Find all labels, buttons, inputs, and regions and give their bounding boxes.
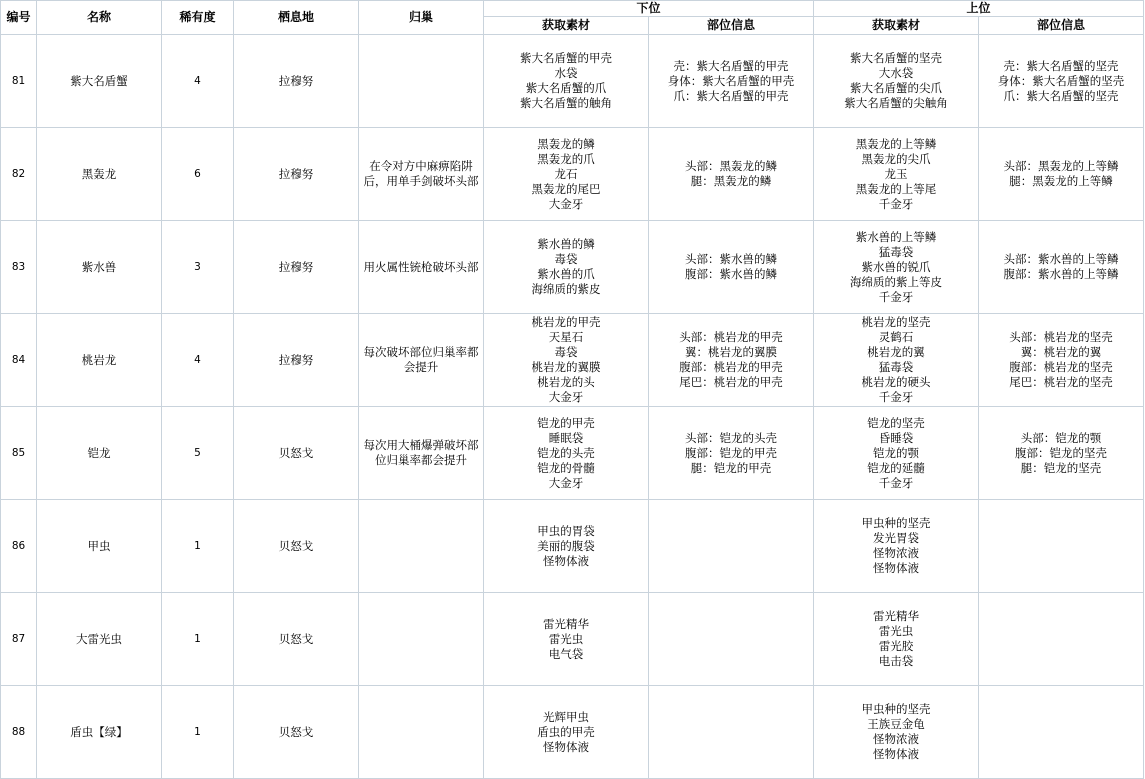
cell-low-materials (484, 128, 649, 221)
cell-low-parts (649, 35, 814, 128)
cell-high-parts (979, 314, 1144, 407)
cell-low-materials (484, 593, 649, 686)
cell-name: 甲虫 (37, 500, 162, 593)
cell-habitat: 贝怒戈 (234, 500, 359, 593)
cell-id: 87 (1, 593, 37, 686)
cell-line: 黑轰龙的鳞 (537, 136, 595, 151)
cell-high-parts (979, 221, 1144, 314)
cell-id: 86 (1, 500, 37, 593)
cell-line: 紫大名盾蟹的触角 (520, 96, 612, 110)
cell-line: 头部：黑轰龙的鳞 (685, 159, 777, 173)
header-low-materials: 获取素材 (484, 17, 649, 35)
cell-line: 紫大名盾蟹的甲壳 (520, 51, 612, 65)
cell-line: 壳：紫大名盾蟹的坚壳 (1003, 58, 1119, 73)
cell-low-parts (649, 314, 814, 407)
cell-line: 大金牙 (548, 390, 584, 404)
cell-line: 尾巴：桃岩龙的甲壳 (679, 375, 783, 389)
cell-name: 盾虫【绿】 (37, 686, 162, 779)
cell-line: 头部：紫水兽的鳞 (685, 252, 777, 266)
cell-line: 桃岩龙的翼膜 (531, 360, 601, 374)
cell-high-materials (814, 593, 979, 686)
cell-line: 灵鹤石 (878, 330, 914, 344)
cell-line: 雷光胶 (878, 639, 914, 653)
cell-line: 紫大名盾蟹的尖爪 (850, 81, 943, 95)
cell-line: 爪：紫大名盾蟹的坚壳 (1003, 88, 1119, 103)
cell-name: 铠龙 (37, 407, 162, 500)
cell-high-materials (814, 314, 979, 407)
cell-line: 腹部：桃岩龙的甲壳 (679, 360, 783, 374)
cell-line: 甲虫的胃袋 (537, 523, 595, 538)
cell-line: 爪：紫大名盾蟹的甲壳 (673, 88, 789, 103)
cell-line: 桃岩龙的硬头 (861, 375, 931, 389)
cell-rarity: 1 (162, 593, 234, 686)
cell-line: 黑轰龙的尖爪 (861, 151, 931, 166)
cell-line: 腿：黑轰龙的上等鳞 (1009, 174, 1113, 188)
cell-line: 怪物浓液 (873, 732, 920, 746)
cell-line: 铠龙的延髓 (867, 460, 925, 475)
cell-line: 龙玉 (884, 166, 908, 181)
cell-rarity: 1 (162, 686, 234, 779)
cell-name: 黑轰龙 (37, 128, 162, 221)
cell-low-parts (649, 593, 814, 686)
cell-nest (359, 500, 484, 593)
cell-high-materials (814, 407, 979, 500)
cell-line: 桃岩龙的头 (537, 375, 595, 389)
cell-high-parts (979, 686, 1144, 779)
cell-low-materials (484, 221, 649, 314)
cell-line: 腿：铠龙的坚壳 (1020, 460, 1102, 475)
table-row (1, 128, 1144, 221)
cell-nest: 每次用大桶爆弹破坏部位归巢率都会提升 (359, 407, 484, 500)
cell-line: 盾虫的甲壳 (537, 724, 595, 739)
cell-line: 海绵质的紫皮 (531, 282, 601, 296)
cell-line: 身体：紫大名盾蟹的坚壳 (997, 73, 1125, 88)
cell-id: 81 (1, 35, 37, 128)
cell-line: 头部：黑轰龙的上等鳞 (1003, 159, 1119, 173)
cell-low-materials (484, 407, 649, 500)
cell-habitat: 拉穆努 (234, 35, 359, 128)
cell-line: 毒袋 (554, 252, 578, 266)
cell-id: 82 (1, 128, 37, 221)
cell-line: 腹部：铠龙的甲壳 (685, 445, 777, 460)
cell-rarity: 3 (162, 221, 234, 314)
cell-line: 大水袋 (878, 66, 914, 80)
cell-nest (359, 35, 484, 128)
table-row (1, 407, 1144, 500)
cell-line: 猛毒袋 (878, 244, 914, 259)
header-habitat: 栖息地 (234, 1, 359, 35)
cell-line: 甲虫种的坚壳 (861, 702, 931, 716)
cell-line: 铠龙的头壳 (537, 445, 595, 460)
cell-high-materials (814, 35, 979, 128)
cell-line: 千金牙 (878, 390, 914, 404)
cell-line: 壳：紫大名盾蟹的甲壳 (673, 58, 789, 73)
header-rarity: 稀有度 (162, 1, 234, 35)
cell-line: 千金牙 (878, 196, 914, 211)
table-row (1, 221, 1144, 314)
cell-line: 龙石 (554, 166, 578, 181)
cell-rarity: 4 (162, 314, 234, 407)
cell-line: 光辉甲虫 (543, 709, 589, 724)
cell-nest: 在令对方中麻痹陷阱后，用单手剑破坏头部 (359, 128, 484, 221)
cell-line: 海绵质的紫上等皮 (850, 274, 943, 289)
cell-high-materials (814, 500, 979, 593)
cell-line: 铠龙的甲壳 (537, 415, 595, 430)
cell-line: 怪物浓液 (873, 546, 920, 560)
cell-high-parts (979, 35, 1144, 128)
cell-line: 身体：紫大名盾蟹的甲壳 (667, 73, 795, 88)
cell-line: 紫大名盾蟹的坚壳 (850, 51, 943, 65)
table-row (1, 35, 1144, 128)
cell-id: 88 (1, 686, 37, 779)
header-low-rank: 下位 (484, 1, 814, 17)
cell-line: 睡眠袋 (548, 430, 584, 445)
header-high-parts: 部位信息 (979, 17, 1144, 35)
cell-line: 翼：桃岩龙的翼 (1020, 345, 1102, 359)
table-row (1, 314, 1144, 407)
cell-line: 美丽的腹袋 (537, 538, 595, 553)
cell-line: 昏睡袋 (878, 430, 914, 445)
cell-line: 雷光精华 (543, 616, 589, 631)
cell-line: 王族豆金龟 (867, 717, 925, 731)
cell-line: 紫大名盾蟹的尖触角 (844, 96, 948, 110)
cell-line: 腹部：铠龙的坚壳 (1015, 445, 1108, 460)
header-name: 名称 (37, 1, 162, 35)
cell-habitat: 贝怒戈 (234, 407, 359, 500)
cell-line: 雷光虫 (548, 631, 584, 646)
cell-line: 腿：黑轰龙的鳞 (690, 174, 772, 188)
cell-line: 铠龙的坚壳 (867, 415, 925, 430)
cell-habitat: 贝怒戈 (234, 686, 359, 779)
cell-line: 头部：桃岩龙的坚壳 (1009, 330, 1113, 344)
cell-line: 铠龙的颚 (873, 445, 920, 460)
cell-habitat: 拉穆努 (234, 314, 359, 407)
cell-line: 铠龙的骨髓 (537, 460, 595, 475)
cell-line: 千金牙 (878, 289, 914, 304)
cell-nest: 用火属性铳枪破坏头部 (359, 221, 484, 314)
cell-line: 紫水兽的上等鳞 (855, 229, 937, 244)
cell-name: 桃岩龙 (37, 314, 162, 407)
cell-nest: 每次破坏部位归巢率都会提升 (359, 314, 484, 407)
table-row (1, 500, 1144, 593)
cell-line: 紫大名盾蟹的爪 (525, 81, 607, 95)
cell-line: 头部：铠龙的头壳 (685, 430, 777, 445)
cell-low-parts (649, 407, 814, 500)
cell-line: 黑轰龙的尾巴 (531, 181, 601, 196)
header-id: 编号 (1, 1, 37, 35)
cell-name: 紫水兽 (37, 221, 162, 314)
cell-habitat: 拉穆努 (234, 221, 359, 314)
cell-line: 桃岩龙的甲壳 (531, 315, 601, 329)
cell-line: 电气袋 (548, 646, 584, 661)
cell-low-materials (484, 500, 649, 593)
cell-nest (359, 686, 484, 779)
cell-line: 大金牙 (548, 475, 584, 490)
table-header (1, 1, 1144, 35)
cell-line: 毒袋 (554, 345, 578, 359)
cell-id: 84 (1, 314, 37, 407)
cell-line: 紫水兽的鳞 (537, 237, 595, 251)
cell-high-materials (814, 221, 979, 314)
cell-line: 紫水兽的锐爪 (861, 259, 931, 274)
cell-line: 雷光精华 (873, 609, 920, 623)
cell-line: 电击袋 (878, 654, 914, 668)
cell-name: 紫大名盾蟹 (37, 35, 162, 128)
cell-habitat: 贝怒戈 (234, 593, 359, 686)
cell-rarity: 6 (162, 128, 234, 221)
header-high-materials: 获取素材 (814, 17, 979, 35)
cell-low-materials (484, 35, 649, 128)
cell-line: 黑轰龙的上等鳞 (855, 136, 937, 151)
table-body (1, 35, 1144, 779)
cell-line: 怪物体液 (543, 739, 589, 754)
cell-low-parts (649, 221, 814, 314)
cell-line: 怪物体液 (543, 553, 589, 568)
cell-low-parts (649, 686, 814, 779)
cell-line: 腹部：紫水兽的上等鳞 (1003, 267, 1119, 281)
cell-habitat: 拉穆努 (234, 128, 359, 221)
cell-line: 千金牙 (878, 475, 914, 490)
cell-line: 桃岩龙的翼 (867, 345, 925, 359)
cell-line: 雷光虫 (878, 624, 914, 638)
cell-line: 紫水兽的爪 (537, 267, 595, 281)
cell-high-materials (814, 128, 979, 221)
cell-line: 水袋 (554, 66, 578, 80)
cell-line: 黑轰龙的上等尾 (855, 181, 937, 196)
header-nest: 归巢 (359, 1, 484, 35)
cell-line: 尾巴：桃岩龙的坚壳 (1009, 375, 1113, 389)
cell-low-parts (649, 500, 814, 593)
cell-line: 头部：铠龙的颚 (1020, 430, 1102, 445)
cell-high-parts (979, 500, 1144, 593)
header-low-parts: 部位信息 (649, 17, 814, 35)
cell-line: 桃岩龙的坚壳 (861, 315, 931, 329)
cell-low-parts (649, 128, 814, 221)
cell-high-materials (814, 686, 979, 779)
cell-line: 腹部：桃岩龙的坚壳 (1009, 360, 1113, 374)
cell-high-parts (979, 407, 1144, 500)
cell-rarity: 1 (162, 500, 234, 593)
table-row (1, 686, 1144, 779)
cell-line: 黑轰龙的爪 (537, 151, 595, 166)
cell-line: 甲虫种的坚壳 (861, 516, 931, 530)
cell-nest (359, 593, 484, 686)
cell-line: 腿：铠龙的甲壳 (690, 460, 772, 475)
cell-id: 83 (1, 221, 37, 314)
cell-line: 发光胃袋 (873, 531, 920, 545)
cell-high-parts (979, 593, 1144, 686)
cell-line: 天星石 (548, 330, 584, 344)
cell-id: 85 (1, 407, 37, 500)
cell-line: 怪物体液 (873, 561, 920, 575)
cell-name: 大雷光虫 (37, 593, 162, 686)
cell-line: 腹部：紫水兽的鳞 (685, 267, 777, 281)
cell-low-materials (484, 686, 649, 779)
cell-low-materials (484, 314, 649, 407)
cell-rarity: 5 (162, 407, 234, 500)
cell-line: 猛毒袋 (878, 360, 914, 374)
cell-line: 怪物体液 (873, 747, 920, 761)
cell-line: 头部：紫水兽的上等鳞 (1003, 252, 1119, 266)
cell-high-parts (979, 128, 1144, 221)
cell-rarity: 4 (162, 35, 234, 128)
table-row (1, 593, 1144, 686)
header-high-rank: 上位 (814, 1, 1144, 17)
cell-line: 大金牙 (548, 196, 584, 211)
cell-line: 翼：桃岩龙的翼膜 (685, 345, 777, 359)
cell-line: 头部：桃岩龙的甲壳 (679, 330, 783, 344)
